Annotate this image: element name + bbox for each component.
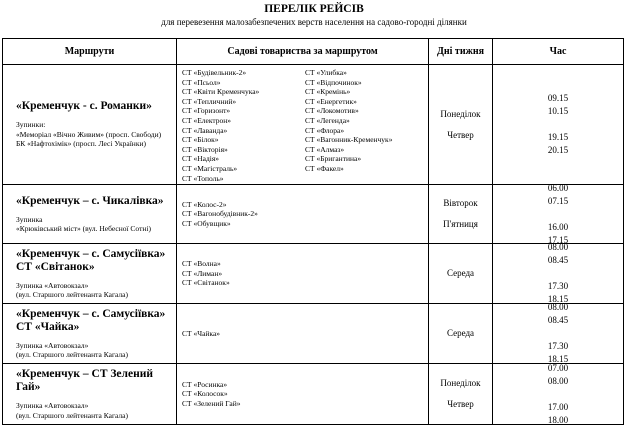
document-title: ПЕРЕЛІК РЕЙСІВ [264,3,364,15]
stop-line: «Меморіал «Вічно Живим» (просп. Свободи) [16,129,162,139]
table-row [3,65,623,185]
time-value: 08.00 [547,242,569,252]
route-stops [16,120,172,149]
route-stops [16,215,172,234]
society-item: СТ «Лаванда» [182,125,228,135]
route-name-line2: СТ «Світанок» [16,260,95,273]
times-morning [548,92,568,118]
society-item: СТ «Волна» [182,259,221,269]
schedule-table [2,38,624,425]
times-cell [493,244,623,303]
societies-cell [177,185,429,243]
society-item: СТ «Горизонт» [182,106,231,116]
societies-cell [177,244,429,303]
time-value: 17.15 [547,234,569,245]
route-name-line2: СТ «Чайка» [16,320,80,333]
society-item: СТ «Росинка» [182,379,228,389]
day-label: Понеділок [440,108,481,119]
times-morning [548,182,568,208]
time-value: 17.00 [547,401,569,412]
stop-line: Зупинка «Автовокзал» [16,280,89,290]
times-morning [548,362,568,388]
document-subtitle: для перевезення малозабезпечених верств населення на садово-городні ділянки [161,17,467,27]
route-cell [3,244,177,303]
society-item: СТ «Колос-2» [182,199,227,209]
time-value: 17.30 [547,281,569,291]
time-value: 07.00 [547,362,569,373]
society-item: СТ «Чайка» [182,328,221,338]
societies-list-left [182,380,305,409]
days-cell [429,364,493,424]
day-label: Середа [446,328,475,338]
societies-list-left [182,200,305,229]
society-item: СТ «Обувщик» [182,218,231,228]
time-value: 18.00 [547,414,569,425]
table-row [3,244,623,304]
route-title [16,248,172,274]
society-item: СТ «Флора» [305,125,345,135]
times-morning [548,301,568,327]
societies-cell [177,364,429,424]
time-value: 19.15 [547,132,569,142]
times-cell [493,182,623,245]
stop-line: (вул. Старшого лейтенанта Кагала) [16,410,128,420]
times-evening [548,131,568,157]
society-item: СТ «Вагонник-Кременчук» [305,135,393,145]
societies-cell [177,65,429,184]
day-label: Четвер [447,129,474,140]
societies-list-right [305,68,428,174]
table-row [3,304,623,364]
societies-cell [177,304,429,363]
society-item: СТ «Колосок» [182,389,228,399]
header-time: Час [549,46,567,57]
day-label: Середа [446,268,475,278]
route-name: «Кременчук – с. Самусіївка» [16,307,166,320]
society-item: СТ «Псьол» [182,77,221,87]
society-item: СТ «Факел» [305,163,344,173]
society-item: СТ «Будівельник-2» [182,68,247,77]
society-item: СТ «Кремінь» [305,87,351,97]
day-label: Четвер [447,399,474,409]
header-routes: Маршрути [3,39,177,64]
route-cell [3,65,177,184]
society-item: СТ «Квіти Кременчука» [182,87,260,97]
header-societies: Садові товариства за маршрутом [177,39,429,64]
stop-line: Зупинки: [16,120,46,130]
stop-line: «Крюківський міст» (вул. Небесної Сотні) [16,224,151,233]
route-name: «Кременчук - с. Романки» [16,100,152,113]
day-label: П'ятниця [443,219,478,229]
society-item: СТ «Лиман» [182,268,223,278]
times-morning [548,241,568,267]
time-value: 18.15 [547,354,569,364]
times-cell [493,304,623,363]
society-item: СТ «Вагонобудівник-2» [182,209,258,219]
time-value: 08.45 [547,315,569,325]
route-stops [16,341,172,360]
time-value: 08.00 [547,302,569,312]
societies-list-left [182,68,305,183]
stop-line: Зупинка «Автовокзал» [16,340,89,350]
society-item: СТ «Надія» [182,154,220,164]
times-evening [548,401,568,427]
society-item: СТ «Тепличний» [182,96,237,106]
times-cell [493,364,623,424]
society-item: СТ «Алмаз» [305,144,345,154]
route-stops [16,401,172,420]
society-item: СТ «Відпочинок» [305,77,362,87]
table-row [3,182,623,245]
stop-line: (вул. Старшого лейтенанта Кагала) [16,350,128,359]
societies-list-left [182,329,305,339]
times-cell [493,65,623,184]
time-value: 07.15 [547,195,569,206]
time-value: 18.15 [547,294,569,304]
day-label: Вівторок [443,198,478,208]
days-cell [429,65,493,184]
route-stops [16,281,172,300]
society-item: СТ «Вікторія» [182,144,228,154]
society-item: СТ «Електрон» [182,115,232,125]
document-header [0,2,628,28]
days-cell [429,185,493,243]
route-title [16,368,172,394]
society-item: СТ «Світанок» [182,278,230,288]
society-item: СТ «Енергетик» [305,96,357,106]
society-item: СТ «Бригантина» [305,154,362,164]
table-row [3,364,623,424]
route-cell [3,185,177,243]
time-value: 16.00 [547,221,569,232]
header-days: Дні тижня [429,39,493,64]
societies-list-left [182,259,305,288]
stop-line: Зупинка «Автовокзал» [16,401,89,410]
society-item: СТ «Улибка» [305,68,347,77]
route-title [16,195,172,208]
time-value: 08.45 [547,255,569,265]
stop-line: (вул. Старшого лейтенанта Кагала) [16,290,128,299]
time-value: 20.15 [547,145,569,155]
society-item: СТ «Легенда» [305,115,350,125]
route-name: «Кременчук – с. Чикалівка» [16,194,164,207]
time-value: 08.00 [547,375,569,386]
society-item: СТ «Білок» [182,135,219,145]
route-name: «Кременчук – СТ Зелений Гай» [16,368,153,393]
time-value: 17.30 [547,341,569,351]
stop-line: БК «Нафтохімік» (просп. Лесі Українки) [16,139,146,149]
society-item: СТ «Зелений Гай» [182,398,241,408]
days-cell [429,244,493,303]
society-item: СТ «Тополь» [182,173,224,183]
route-cell [3,364,177,424]
time-value: 09.15 [547,93,569,103]
days-cell [429,304,493,363]
route-title [16,308,172,334]
society-item: СТ «Локомотив» [305,106,359,116]
time-value: 06.00 [547,182,569,193]
route-title [16,100,172,113]
stop-line: Зупинка [16,214,43,224]
time-value: 10.15 [547,106,569,116]
day-label: Понеділок [440,378,481,388]
society-item: СТ «Магістраль» [182,163,238,173]
route-name: «Кременчук – с. Самусіївка» [16,247,166,260]
route-cell [3,304,177,363]
table-header-row [3,39,623,65]
